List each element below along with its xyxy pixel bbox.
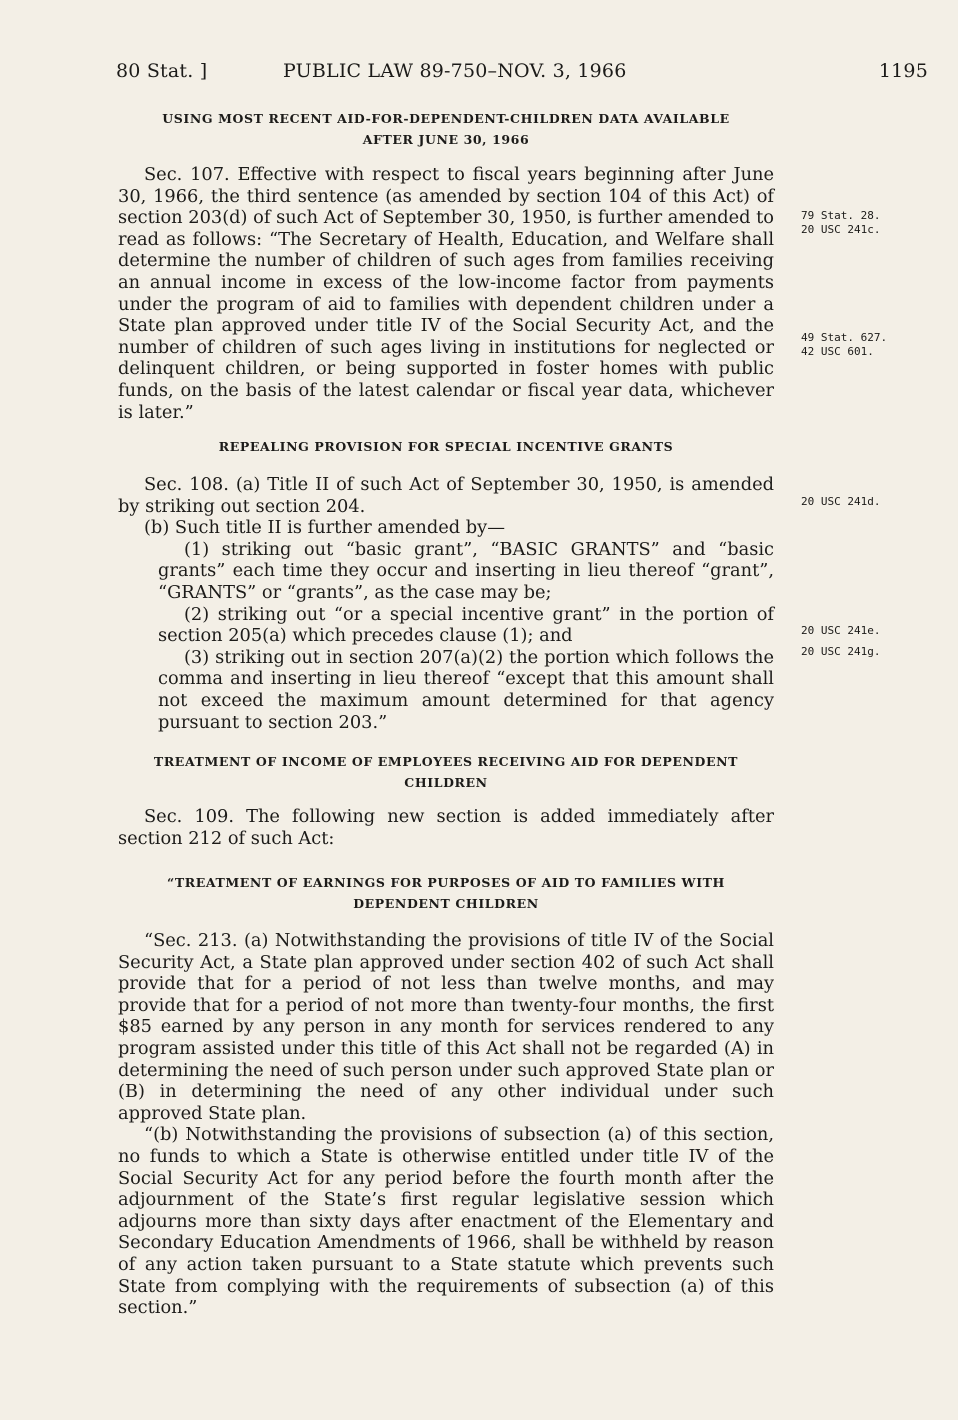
section-108-para-a: Sec. 108. (a) Title II of such Act of September 30, 1950, is amended by striking out section 204. (118, 474, 774, 517)
section-107-body (118, 164, 774, 423)
section-108-body (118, 474, 774, 733)
margin-note-1-line1: 79 Stat. 28. (801, 209, 881, 222)
section-213-heading-line1: “TREATMENT OF EARNINGS FOR PURPOSES OF AID TO FAMILIES WITH (167, 875, 725, 890)
margin-note-2 (801, 331, 887, 359)
section-213-heading-line2: DEPENDENT CHILDREN (353, 896, 539, 911)
section-108-item-3: (3) striking out in section 207(a)(2) the portion which follows the comma and inserting in lieu thereof “except that this amount shall not exceed the maximum amount determined for that agency pursuant to section 203.” (158, 646, 774, 733)
section-108-item-2: (2) striking out “or a special incentive grant” in the portion of section 205(a) which precedes clause (1); and (158, 603, 774, 647)
section-108-para-b: (b) Such title II is further amended by— (144, 517, 505, 539)
margin-note-2-line1: 49 Stat. 627. (801, 331, 888, 344)
public-law-title: PUBLIC LAW 89-750–NOV. 3, 1966 (283, 60, 627, 82)
statute-volume-reference: 80 Stat. ] (116, 60, 208, 82)
margin-note-3: 20 USC 241d. (801, 495, 881, 508)
section-109-heading-line2: CHILDREN (404, 775, 488, 790)
section-213-body (118, 930, 774, 1319)
section-107-heading-line1: USING MOST RECENT AID-FOR-DEPENDENT-CHILDREN DATA AVAILABLE (162, 111, 730, 126)
section-109-body (118, 806, 774, 849)
section-213-heading (118, 872, 774, 914)
section-213-para-a: “Sec. 213. (a) Notwithstanding the provisions of title IV of the Social Security Act, a State plan approved under section 402 of such Act shall provide that for a period of not less than twelve months, and may provide that for a period of not more than twenty-four months, the first $85 earned by any person in any month for services rendered to any program assisted under this title of this Act shall not be regarded (A) in determining the need of such person under such approved State plan or (B) in determining the need of any other individual under such approved State plan. (118, 930, 774, 1124)
page-number: 1195 (878, 60, 928, 82)
margin-note-1-line2: 20 USC 241c. (801, 223, 881, 236)
section-107-heading (118, 108, 774, 150)
section-109-heading-line1: TREATMENT OF INCOME OF EMPLOYEES RECEIVING AID FOR DEPENDENT (153, 754, 739, 769)
section-109-heading (118, 751, 774, 793)
section-108-heading: REPEALING PROVISION FOR SPECIAL INCENTIVE GRANTS (218, 439, 674, 454)
section-107-heading-line2: AFTER JUNE 30, 1966 (362, 132, 530, 147)
margin-note-1 (801, 209, 880, 237)
section-109-text: Sec. 109. The following new section is added immediately after section 212 of such Act: (118, 806, 774, 849)
margin-note-2-line2: 42 USC 601. (801, 345, 874, 358)
section-108-item-1: (1) striking out “basic grant”, “BASIC GRANTS” and “basic grants” each time they occur and inserting in lieu thereof “grant”, “GRANTS” or “grants”, as the case may be; (158, 538, 774, 603)
section-213-para-b: “(b) Notwithstanding the provisions of subsection (a) of this section, no funds to which a State is otherwise entitled under title IV of the Social Security Act for any period before the fourth month after the adjournment of the State’s first regular legislative session which adjourns more than sixty days after enactment of the Elementary and Secondary Education Amendments of 1966, shall be withheld by reason of any action taken pursuant to a State statute which prevents such State from complying with the requirements of subsection (a) of this section.” (118, 1124, 774, 1319)
margin-note-5: 20 USC 241g. (801, 645, 881, 658)
margin-note-4: 20 USC 241e. (801, 624, 881, 637)
section-107-text: Sec. 107. Effective with respect to fiscal years beginning after June 30, 1966, the third sentence (as amended by section 104 of this Act) of section 203(d) of such Act of September 30, 1950, is further amended to read as follows: “The Secretary of Health, Education, and Welfare shall determine the number of children of such ages from families receiving an annual income in excess of the low-income factor from payments under the program of aid to families with dependent children under a State plan approved under title IV of the Social Security Act, and the number of children of such ages living in institutions for neglected or delinquent children, or being supported in foster homes with public funds, on the basis of the latest calendar or fiscal year data, whichever is later.” (118, 164, 774, 423)
